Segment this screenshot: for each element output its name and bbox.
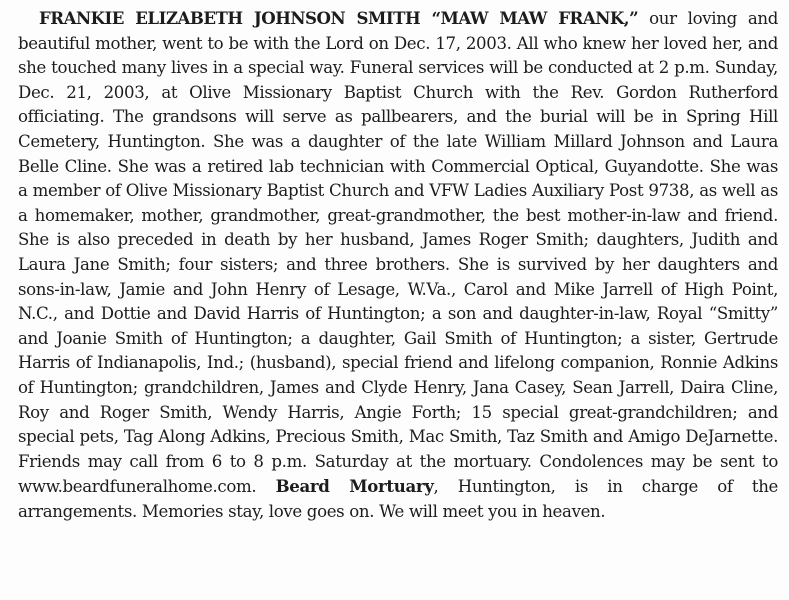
obituary-body-closing: , Huntington, is in charge of the arrangements. Memories stay, love goes on. We will meet you in heaven.	[18, 477, 779, 521]
obituary-body-main: our loving and beautiful mother, went to be with the Lord on Dec. 17, 2003. All who knew her loved her, and she touched many lives in a special way. Funeral services will be conducted at 2 p.m. Sunday, Dec. 21, 2003, at Olive Missionary Baptist Church with the Rev. Gordon Rutherford officiating. The grandsons will serve as pallbearers, and the burial will be in Spring Hill Cemetery, Huntington. She was a daughter of the late William Millard Johnson and Laura Belle Cline. She was a retired lab technician with Commercial Optical, Guyandotte. She was a member of Olive Missionary Baptist Church and VFW Ladies Auxiliary Post 9738, as well as a homemaker, mother, grandmother, great-grandmother, the best mother-in-law and friend. She is also preceded in death by her husband, James Roger Smith; daughters, Judith and Laura Jane Smith; four sisters; and three brothers. She is survived by her daughters and sons-in-law, Jamie and John Henry of Lesage, W.Va., Carol and Mike Jarrell of High Point, N.C., and Dottie and David Harris of Huntington; a son and daughter-in-law, Royal “Smitty” and Joanie Smith of Huntington; a daughter, Gail Smith of Huntington; a sister, Gertrude Harris of Indianapolis, Ind.; (husband), special friend and lifelong companion, Ronnie Adkins of Huntington; grandchildren, James and Clyde Henry, Jana Casey, Sean Jarrell, Daira Cline, Roy and Roger Smith, Wendy Harris, Angie Forth; 15 special great-grandchildren; and special pets, Tag Along Adkins, Precious Smith, Mac Smith, Taz Smith and Amigo DeJarnette. Friends may call from 6 to 8 p.m. Saturday at the mortuary. Condolences may be sent to www.beardfuneralhome.com.	[18, 9, 778, 497]
obituary-text	[18, 6, 778, 524]
mortuary-name: Beard Mortuary	[275, 476, 434, 497]
deceased-name-heading: FRANKIE ELIZABETH JOHNSON SMITH “MAW MAW FRANK,”	[39, 8, 639, 28]
